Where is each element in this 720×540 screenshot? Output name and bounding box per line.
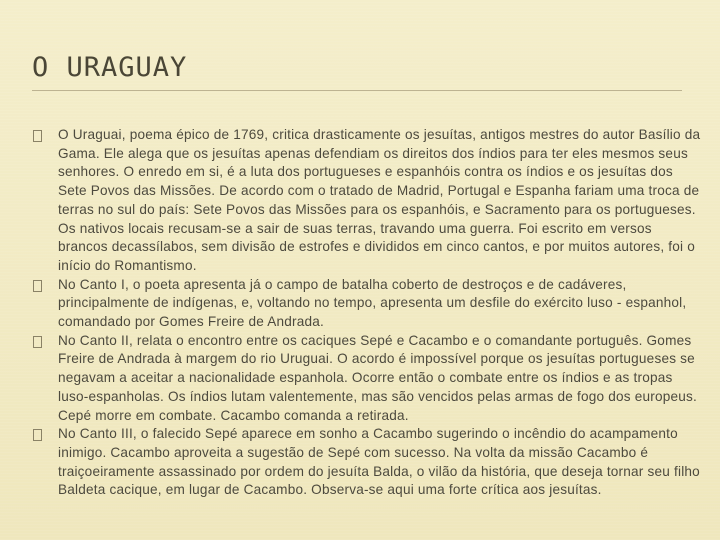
square-bullet-icon — [32, 425, 58, 441]
bullet-list — [32, 126, 704, 500]
square-bullet-icon — [32, 332, 58, 348]
slide-title: O URAGUAY — [32, 52, 188, 83]
list-item — [32, 332, 704, 426]
bullet-text: No Canto II, relata o encontro entre os caciques Sepé e Cacambo e o comandante português. Gomes Freire de Andrada à margem do rio Uruguai. O acordo é impossível porque os jesuítas portugueses se negavam a aceitar a nacionalidade espanhola. Ocorre então o combate entre os índios e as tropas luso-espanholas. Os índios lutam valentemente, mas são vencidos pelas armas de fogo dos europeus. Cepé morre em combate. Cacambo comanda a retirada. — [58, 332, 698, 423]
bullet-text: O Uraguai, poema épico de 1769, critica drasticamente os jesuítas, antigos mestres do autor Basílio da Gama. Ele alega que os jesuítas apenas defendiam os direitos dos índios para ter eles mesmos seus senhores. O enredo em si, é a luta dos portugueses e espanhóis contra os índios e os jesuítas dos Sete Povos das Missões. De acordo com o tratado de Madrid, Portugal e Espanha fariam uma troca de terras no sul do país: Sete Povos das Missões para os espanhóis, e Sacramento para os portugueses. Os nativos locais recusam-se a sair de suas terras, travando uma guerra. Foi escrito em versos brancos decassílabos, sem divisão de estrofes e divididos em cinco cantos, e por muitos autores, foi o início do Romantismo. — [58, 127, 701, 273]
list-item — [32, 425, 704, 500]
bullet-text: No Canto III, o falecido Sepé aparece em sonho a Cacambo sugerindo o incêndio do acampamento inimigo. Cacambo aproveita a sugestão de Sepé com sucesso. Na volta da missão Cacambo é traiçoeiramente assassinado por ordem do jesuíta Balda, o vilão da história, que deseja tornar seu filho Baldeta cacique, em lugar de Cacambo. Observa-se aqui uma forte crítica aos jesuítas. — [58, 426, 700, 498]
square-bullet-icon — [32, 126, 58, 142]
bullet-text: No Canto I, o poeta apresenta já o campo de batalha coberto de destroços e de cadáveres, principalmente de indígenas, e, voltando no tempo, apresenta um desfile do exército luso - espanhol, comandado por Gomes Freire de Andrada. — [58, 276, 687, 330]
square-bullet-icon — [32, 276, 58, 292]
list-item — [32, 276, 704, 332]
title-underline — [32, 90, 682, 91]
list-item — [32, 126, 704, 276]
